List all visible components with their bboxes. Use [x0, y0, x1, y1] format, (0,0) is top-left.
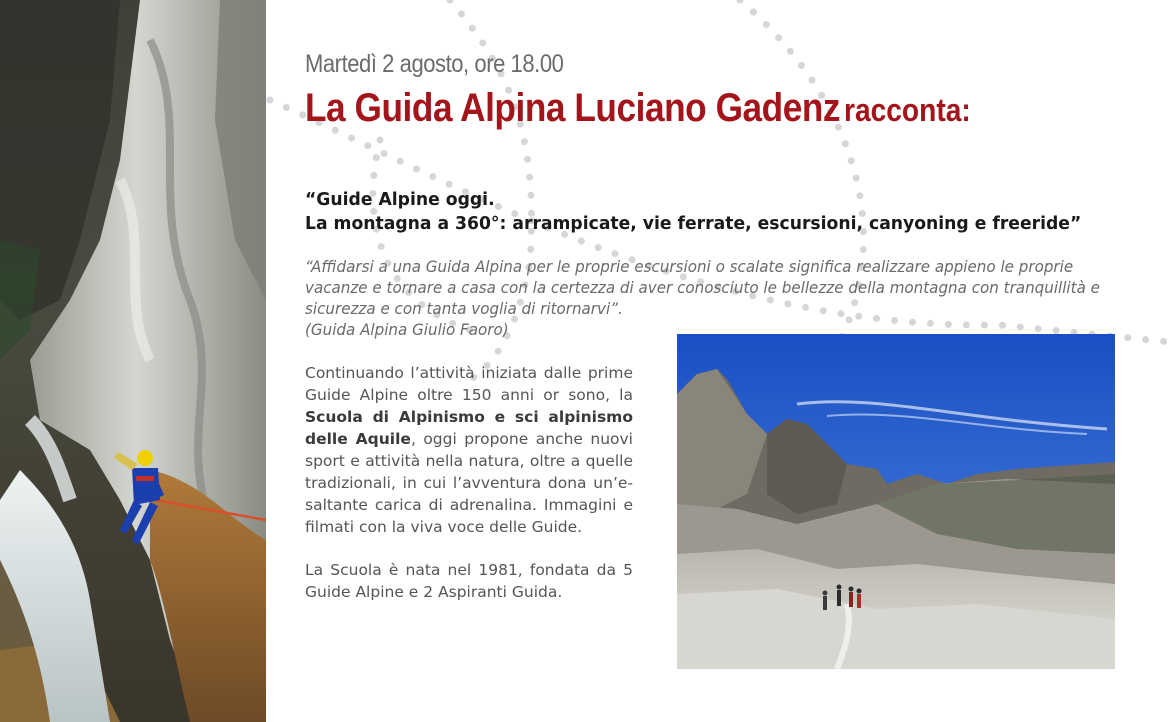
mountain-hikers-photo — [677, 334, 1115, 669]
quote-author: (Guida Alpina Giulio Faoro) — [305, 320, 509, 339]
school-name: Scuola di Alpinismo e sci alpinismo delle Aquile — [305, 408, 633, 448]
description-p1-end: , oggi propone anche nuovi sport e attività nella natura, oltre a quelle tradizionali, in cui l’avventura dona un’e-saltante carica di adrenalina. Immagini e filmati con la viva voce delle Guide. — [305, 430, 633, 536]
description — [305, 362, 633, 603]
event-title — [305, 86, 971, 131]
event-date: Martedì 2 agosto, ore 18.00 — [305, 50, 564, 78]
title-tail: racconta: — [843, 92, 971, 128]
description-paragraph-1 — [305, 362, 633, 538]
quote-text: “Affidarsi a una Guida Alpina per le proprie escursioni o scalate significa realizzare appieno le proprie vacanze e tornare a casa con la certezza di aver conosciuto le bellezze della montagna con tranquillità e sicurezza e con tanta voglia di ritornarvi”. — [305, 257, 1100, 318]
title-main: La Guida Alpina Luciano Gadenz — [305, 86, 841, 130]
description-p1-start: Continuando l’attività iniziata dalle prime Guide Alpine oltre 150 anni or sono, la — [305, 364, 633, 404]
talk-title-line-1: “Guide Alpine oggi. — [305, 189, 495, 210]
description-paragraph-2: La Scuola è nata nel 1981, fondata da 5 Guide Alpine e 2 Aspiranti Guida. — [305, 561, 633, 601]
talk-title — [305, 188, 1081, 236]
talk-title-line-2: La montagna a 360°: arrampicate, vie ferrate, escursioni, canyoning e freeride” — [305, 213, 1082, 234]
quote-block — [305, 256, 1118, 340]
